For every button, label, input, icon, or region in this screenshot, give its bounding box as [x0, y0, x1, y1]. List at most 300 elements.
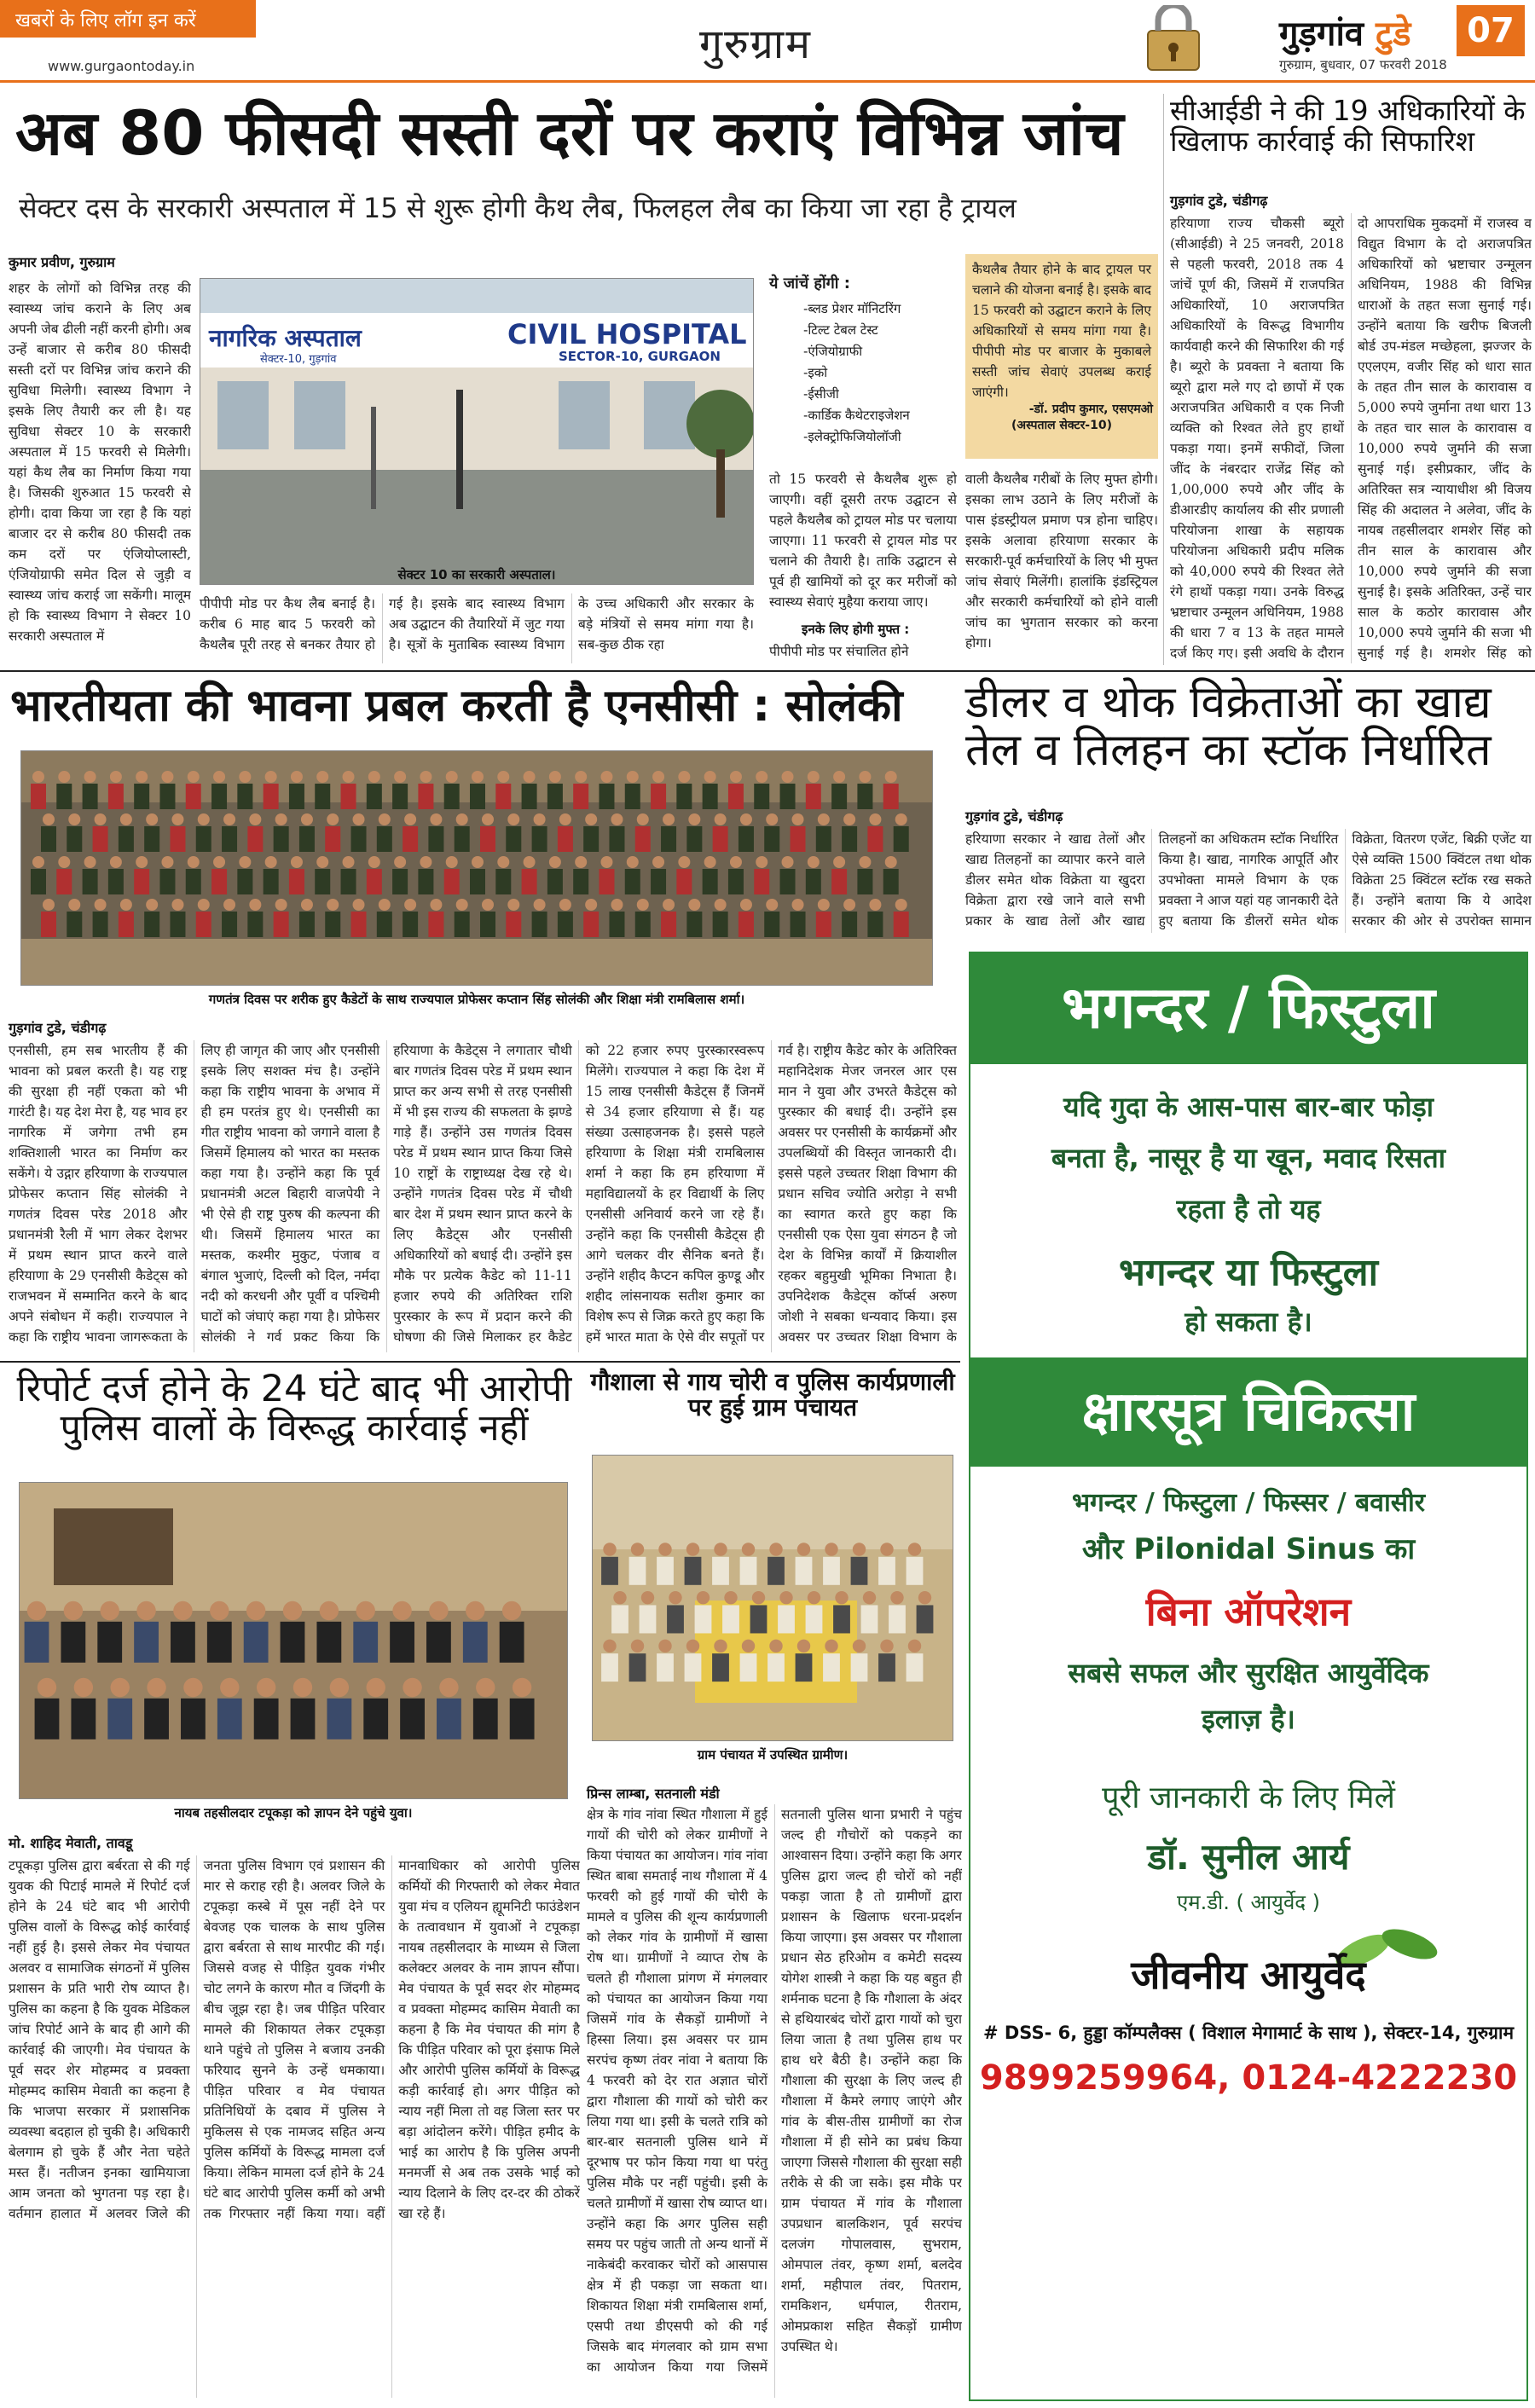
tests-title: ये जांचें होंगी :: [769, 275, 850, 292]
person-figure: [368, 856, 380, 868]
person-figure: [43, 813, 55, 825]
person-figure: [222, 912, 237, 937]
person-figure: [25, 1622, 49, 1663]
person-figure: [796, 1653, 813, 1682]
person-figure: [394, 856, 406, 868]
person-figure: [134, 869, 149, 894]
person-figure: [301, 899, 313, 911]
test-item: -ईसीजी: [803, 386, 839, 402]
person-figure: [629, 1557, 646, 1585]
story1-headline: अब 80 फीसदी सस्ती दरों पर कराएं विभिन्न जांच: [15, 97, 1124, 169]
story4-byline: गुड़गांव टुडे, चंडीगढ़: [965, 808, 1063, 825]
person-figure: [740, 1557, 757, 1585]
person-figure: [513, 1678, 531, 1697]
person-figure: [782, 856, 794, 868]
person-figure: [532, 826, 547, 852]
person-figure: [299, 826, 315, 852]
story1-under-photo: पीपीपी मोड पर कैथ लैब बनाई है। करीब 6 माह बाद 5 फरवरी को कैथलैब पूरी तरह से बनकर तैयार हो गई है। इसके बाद स्वास्थ्य विभाग अब उद्घाटन की तैयारियों में जुट गया है। सूत्रों के मुताबिक स्वास्थ्य विभाग के उच्च अधिकारी और सरकार के बड़े मंत्रियों से समय मांगा गया है। सब-कुछ ठीक रहा: [200, 596, 754, 652]
person-figure: [264, 784, 279, 809]
person-figure: [663, 813, 675, 825]
test-item: -इलेक्ट्रोफिजियोलॉजी: [803, 429, 901, 444]
ad-tagline-2: इलाज़ है।: [1202, 1703, 1295, 1735]
memorandum-photo-caption: नायब तहसीलदार टपूकड़ा को ज्ञापन देने पहुंचे युवा।: [174, 1805, 413, 1820]
person-figure: [400, 1699, 425, 1739]
person-figure: [611, 899, 623, 911]
person-figure: [859, 771, 871, 783]
hospital-sign-english: CIVIL HOSPITAL: [507, 318, 747, 350]
person-figure: [907, 1653, 924, 1682]
person-figure: [651, 869, 666, 894]
person-figure: [806, 869, 821, 894]
ad-conditions: भगन्दर / फिस्टुला / फिस्सर / बवासीर: [1071, 1488, 1426, 1518]
person-figure: [320, 1601, 339, 1620]
person-figure: [68, 899, 80, 911]
person-figure: [420, 856, 432, 868]
test-item: -ब्लड प्रेशर मॉनिटरिंग: [803, 301, 901, 316]
person-figure: [249, 813, 261, 825]
person-figure: [797, 1640, 810, 1653]
story1-col4: वाली कैथलैब गरीबों के लिए मुफ्त होगी। इसका लाभ उठाने के लिए मरीजों के पास इंडस्ट्रीयल प्रमाण पत्र होना चाहिए। इसके अलावा हरियाणा सरकार के सरकारी-पूर्व कर्मचारियों के लिए भी मुफ्त जांच सेवाएं मिलेंगी। हालांकि इंडस्ट्रियल और सरकारी कर्मचारियों को होने वाली जांच का भुगतान सरकार को करना होगा।: [965, 472, 1158, 651]
person-figure: [611, 1605, 628, 1633]
person-figure: [686, 1543, 699, 1555]
person-figure: [549, 856, 561, 868]
person-figure: [32, 856, 44, 868]
person-figure: [861, 1605, 878, 1633]
person-figure: [186, 869, 201, 894]
person-figure: [808, 771, 820, 783]
hospital-sign-english-sub: SECTOR-10, GURGAON: [559, 349, 721, 364]
person-figure: [136, 1601, 155, 1620]
person-figure: [497, 771, 509, 783]
person-figure: [918, 1591, 931, 1604]
person-figure: [791, 826, 806, 852]
person-figure: [629, 1653, 646, 1682]
ad-title-ksharsutra: क्षारसूत्र चिकित्सा: [970, 1357, 1526, 1467]
person-figure: [534, 899, 546, 911]
person-figure: [35, 1699, 60, 1739]
person-figure: [38, 1678, 56, 1697]
person-figure: [84, 771, 96, 783]
person-figure: [724, 1591, 737, 1604]
person-figure: [611, 813, 623, 825]
person-figure: [446, 771, 458, 783]
person-figure: [825, 1543, 837, 1555]
person-figure: [420, 771, 432, 783]
ad-description-line: बनता है, नासूर है या खून, मवाद रिसता: [1051, 1142, 1446, 1174]
person-figure: [522, 784, 537, 809]
ayurveda-advertisement[interactable]: [969, 952, 1528, 2401]
person-figure: [688, 813, 700, 825]
person-figure: [299, 912, 315, 937]
person-figure: [613, 1591, 626, 1604]
person-figure: [455, 912, 470, 937]
person-figure: [198, 899, 210, 911]
person-figure: [281, 1622, 305, 1663]
person-figure: [573, 784, 588, 809]
person-figure: [869, 813, 881, 825]
person-figure: [134, 784, 149, 809]
person-figure: [583, 826, 599, 852]
quote-text: कैथलैब तैयार होने के बाद ट्रायल पर चलाने की योजना बनाई है। इसके बाद 15 फरवरी को उद्घाटन कराने के लिए अधिकारियों से समय मांगा गया है। पीपीपी मोड पर बाजार के मुकाबले सस्ती जांच सेवाएं उपलब्ध कराई जाएंगी।: [972, 262, 1151, 400]
person-figure: [686, 912, 702, 937]
person-figure: [532, 912, 547, 937]
person-figure: [603, 1543, 616, 1555]
person-figure: [480, 912, 495, 937]
person-figure: [379, 813, 391, 825]
person-figure: [430, 899, 442, 911]
person-figure: [831, 869, 847, 894]
person-figure: [495, 869, 511, 894]
person-figure: [330, 1678, 349, 1697]
story2-byline: गुड़गांव टुडे, चंडीगढ़: [1170, 193, 1268, 209]
person-figure: [377, 912, 392, 937]
person-figure: [482, 899, 494, 911]
person-figure: [120, 899, 132, 911]
person-figure: [524, 856, 536, 868]
person-figure: [71, 1699, 96, 1739]
person-figure: [472, 771, 484, 783]
person-figure: [730, 856, 742, 868]
person-figure: [599, 869, 614, 894]
person-figure: [183, 1678, 202, 1697]
person-figure: [31, 869, 46, 894]
ad-no-surgery: बिना ऑपरेशन: [1145, 1589, 1352, 1635]
person-figure: [316, 1622, 341, 1663]
person-figure: [223, 899, 235, 911]
person-figure: [558, 912, 573, 937]
person-figure: [220, 1678, 239, 1697]
person-figure: [217, 1699, 242, 1739]
person-figure: [657, 1557, 674, 1585]
person-figure: [444, 784, 460, 809]
person-figure: [573, 869, 588, 894]
person-figure: [495, 784, 511, 809]
person-figure: [713, 826, 728, 852]
person-figure: [885, 856, 897, 868]
person-figure: [880, 1543, 893, 1555]
person-figure: [170, 912, 185, 937]
person-figure: [756, 771, 768, 783]
test-item: -एंजियोग्राफी: [803, 344, 863, 359]
person-figure: [356, 1601, 375, 1620]
dateline: गुरुग्राम, बुधवार, 07 फरवरी 2018: [1279, 57, 1447, 72]
person-figure: [663, 899, 675, 911]
person-figure: [764, 826, 779, 852]
story1-col3: तो 15 फरवरी से कैथलैब शुरू हो जाएगी। वहीं दूसरी तरफ उद्घाटन से पहले कैथलैब को ट्रायल मोड पर चलाया जाएगा। 11 फरवरी से ट्रायल मोड पर चलाने की तैयारी है। ताकि उद्घाटन से पूर्व ही खामियों को दूर कर मरीजों को स्वास्थ्य सेवाएं मुहैया कराया जाए।: [769, 472, 957, 610]
person-figure: [869, 899, 881, 911]
section-rule: [0, 670, 1535, 672]
person-figure: [159, 869, 175, 894]
person-figure: [291, 1699, 316, 1739]
person-figure: [392, 1601, 411, 1620]
person-figure: [198, 813, 210, 825]
person-figure: [697, 1591, 710, 1604]
person-figure: [575, 771, 587, 783]
person-figure: [782, 771, 794, 783]
person-figure: [657, 1653, 674, 1682]
person-figure: [301, 813, 313, 825]
person-figure: [599, 784, 614, 809]
person-figure: [688, 899, 700, 911]
person-figure: [851, 1653, 868, 1682]
tests-box: [769, 273, 957, 460]
story6-text: क्षेत्र के गांव नांवा स्थित गौशाला में हुई गायों की चोरी को लेकर ग्रामीणों ने किया पंचायत का आयोजन। गांव नांवा स्थित बाबा समताई नाथ गौशाला में 4 फरवरी को हुई गायों की चोरी के मामले व पुलिस की शून्य कार्यप्रणाली को लेकर गांव के ग्रामीणों में खासा रोष था। ग्रामीणों ने व्याप्त रोष के चलते ही गौशाला प्रांगण में मंगलवार को पंचायत का आयोजन किया गया जिसमें गांव के सैकड़ों ग्रामीणों ने हिस्सा लिया। इस अवसर पर ग्राम सरपंच कृष्ण तंवर नांवा ने बताया कि 4 फरवरी को देर रात अज्ञात चोरों द्वारा गौशाला की गायों को चोरी कर लिया गया था। इसी के चलते रात्रि को बार-बार सतनाली पुलिस थाने में दूरभाष पर फोन किया गया था परंतु पुलिस मौके पर नहीं पहुंची। इसी के चलते ग्रामीणों में खासा रोष व्याप्त था। उन्होंने कहा कि अगर पुलिस सही समय पर पहुंच जाती तो अन्य थानों में नाकेबंदी करवाकर चोरों को आसपास क्षेत्र में ही पकड़ा जा सकता था। शिकायत शिक्षा मंत्री रामबिलास शर्मा, एसपी तथा डीएसपी को की गई जिसके बाद मंगलवार को ग्राम सभा का आयोजन किया गया जिसमें सतनाली पुलिस थाना प्रभारी ने पहुंच जल्द ही गौचोरों को पकड़ने का आश्वासन दिया। उन्होंने कहा कि अगर पुलिस द्वारा जल्द ही चोरों को नहीं पकड़ा जाता है तो ग्रामीणों द्वारा प्रशासन के खिलाफ धरना-प्रदर्शन किया जाएगा। इस अवसर पर गौशाला प्रधान सेठ हरिओम व कमेटी सदस्य योगेश शास्त्री ने कहा कि यह बहुत ही शर्मनाक घटना है कि गौशाला के अंदर से हथियारबंद चोरों द्वारा गायों को चुरा लिया जाता है तथा पुलिस हाथ पर हाथ धरे बैठी है। उन्होंने कहा कि गौशाला की सुरक्षा के लिए जल्द ही गौशाला में कैमरे लगाए जाएंगे और गांव के बीस-तीस ग्रामीणों का रोज गौशाला में ही सोने का प्रबंध किया जाएगा जिससे गौशाला की सुरक्षा सही तरीके से की जा सके। इस मौके पर ग्राम पंचायत में गांव के गौशाला उपप्रधान बालकिशन, पूर्व सरपंच दलजंग गोपालवास, सुभराम, ओमपाल तंवर, कृष्ण शर्मा, बलदेव शर्मा, महीपाल तंवर, पितराम, रामकिशन, धर्मपाल, रीतराम, ओमप्रकाश सहित सैकड़ों ग्रामीण उपस्थित थे।: [587, 1807, 962, 2375]
person-figure: [392, 869, 408, 894]
person-figure: [147, 1678, 165, 1697]
person-figure: [678, 856, 690, 868]
person-figure: [170, 826, 185, 852]
person-figure: [119, 912, 134, 937]
person-figure: [283, 1601, 302, 1620]
hospital-photo-caption: सेक्टर 10 का सरकारी अस्पताल।: [397, 567, 556, 582]
person-figure: [43, 899, 55, 911]
person-figure: [222, 826, 237, 852]
person-figure: [627, 856, 639, 868]
person-figure: [134, 1622, 159, 1663]
person-figure: [585, 813, 597, 825]
person-figure: [883, 784, 899, 809]
person-figure: [470, 869, 485, 894]
person-figure: [609, 912, 624, 937]
person-figure: [703, 869, 718, 894]
person-figure: [715, 813, 727, 825]
person-figure: [120, 813, 132, 825]
person-figure: [275, 899, 287, 911]
person-figure: [600, 856, 612, 868]
person-figure: [315, 869, 330, 894]
person-figure: [857, 784, 872, 809]
story6-byline: प्रिन्स लाम्बा, सतनाली मंडी: [587, 1786, 720, 1802]
person-figure: [325, 826, 340, 852]
person-figure: [806, 784, 821, 809]
person-figure: [667, 1605, 684, 1633]
person-figure: [502, 1601, 521, 1620]
person-figure: [851, 1557, 868, 1585]
person-figure: [249, 899, 261, 911]
person-figure: [547, 784, 563, 809]
person-figure: [791, 912, 806, 937]
person-figure: [575, 856, 587, 868]
test-item: -कार्डिक कैथेटराइजेशन: [803, 408, 910, 423]
person-figure: [857, 869, 872, 894]
person-figure: [316, 856, 328, 868]
ncc-photo: [20, 750, 933, 986]
person-figure: [715, 899, 727, 911]
story3-byline: गुड़गांव टुडे, चंडीगढ़: [9, 1020, 107, 1036]
person-figure: [403, 826, 418, 852]
test-item: -इको: [803, 365, 828, 380]
person-figure: [93, 912, 108, 937]
person-figure: [428, 826, 443, 852]
person-figure: [466, 1601, 484, 1620]
page-number: 07: [1457, 5, 1525, 56]
person-figure: [146, 899, 158, 911]
ad-title-fistula: भगन्दर / फिस्टुला: [970, 953, 1526, 1064]
person-figure: [289, 784, 304, 809]
person-figure: [728, 869, 744, 894]
person-figure: [908, 1640, 921, 1653]
person-figure: [207, 1622, 232, 1663]
person-figure: [353, 813, 365, 825]
person-figure: [756, 856, 768, 868]
person-figure: [315, 784, 330, 809]
person-figure: [291, 856, 303, 868]
person-figure: [740, 1653, 757, 1682]
person-figure: [635, 912, 651, 937]
person-figure: [833, 1605, 850, 1633]
person-figure: [343, 856, 355, 868]
person-figure: [353, 1622, 378, 1663]
person-figure: [833, 771, 845, 783]
person-figure: [631, 1543, 644, 1555]
ad-clinic-name: जीवनीय आयुर्वेद: [1131, 1952, 1366, 1998]
person-figure: [211, 784, 227, 809]
person-figure: [327, 899, 339, 911]
person-figure: [293, 1678, 312, 1697]
person-figure: [247, 912, 263, 937]
person-figure: [635, 826, 651, 852]
person-figure: [625, 869, 640, 894]
hospital-sign-hindi: नागरिक अस्पताल: [209, 324, 362, 352]
person-figure: [404, 813, 416, 825]
person-figure: [108, 784, 124, 809]
person-figure: [83, 869, 98, 894]
person-figure: [108, 869, 124, 894]
person-figure: [714, 1640, 727, 1653]
story1-col3-subhead: इनके लिए होगी मुफ्त :: [802, 622, 910, 637]
website-url[interactable]: www.gurgaontoday.in: [48, 58, 195, 74]
person-figure: [637, 813, 649, 825]
person-figure: [867, 912, 883, 937]
person-figure: [769, 1640, 782, 1653]
quote-role: (अस्पताल सेक्टर-10): [1011, 419, 1113, 432]
person-figure: [678, 771, 690, 783]
person-figure: [196, 826, 211, 852]
person-figure: [107, 1699, 132, 1739]
person-figure: [500, 1622, 524, 1663]
person-figure: [808, 856, 820, 868]
person-figure: [291, 771, 303, 783]
login-strip[interactable]: [0, 0, 256, 38]
padlock-icon: [1122, 5, 1225, 73]
person-figure: [351, 826, 367, 852]
login-strip-text: खबरों के लिए लॉग इन करें: [15, 10, 196, 32]
person-figure: [894, 912, 909, 937]
person-figure: [110, 856, 122, 868]
person-figure: [327, 1699, 351, 1739]
person-figure: [61, 1622, 85, 1663]
person-figure: [722, 1605, 739, 1633]
person-figure: [257, 1678, 275, 1697]
person-figure: [83, 784, 98, 809]
person-figure: [695, 1605, 712, 1633]
person-figure: [161, 771, 173, 783]
person-figure: [265, 771, 277, 783]
person-figure: [685, 1653, 702, 1682]
person-figure: [867, 826, 883, 852]
person-figure: [895, 899, 907, 911]
person-figure: [188, 771, 200, 783]
story5-byline: मो. शाहिद मेवाती, तावडू: [9, 1835, 133, 1851]
person-figure: [265, 856, 277, 868]
person-figure: [676, 784, 692, 809]
person-figure: [437, 1699, 461, 1739]
person-figure: [426, 1622, 451, 1663]
person-figure: [144, 912, 159, 937]
story1-subhead: सेक्टर दस के सरकारी अस्पताल में 15 से शुरू होगी कैथ लैब, फिलहल लैब का किया जा रहा है ट्रायल: [19, 192, 1017, 224]
person-figure: [730, 771, 742, 783]
person-figure: [428, 912, 443, 937]
person-figure: [890, 1591, 903, 1604]
person-figure: [27, 1601, 46, 1620]
person-figure: [559, 899, 571, 911]
person-figure: [843, 899, 855, 911]
person-figure: [637, 899, 649, 911]
person-figure: [213, 771, 225, 783]
person-figure: [740, 813, 752, 825]
person-figure: [534, 813, 546, 825]
person-figure: [444, 869, 460, 894]
section-title: गुरुग्राम: [699, 20, 812, 68]
person-figure: [742, 1640, 755, 1653]
person-figure: [482, 813, 494, 825]
person-figure: [750, 1605, 768, 1633]
person-figure: [476, 1678, 495, 1697]
person-figure: [93, 826, 108, 852]
person-figure: [658, 1640, 671, 1653]
person-figure: [816, 826, 831, 852]
person-figure: [835, 1591, 848, 1604]
story1-col1: शहर के लोगों को विभिन्न तरह की स्वास्थ्य जांच कराने के लिए अब अपनी जेब ढीली नहीं करनी होगी। अब उन्हें बाजार से करीब 80 फीसदी सस्ती दरों पर विभिन्न जांच कराने की सुविधा मिलेगी। स्वास्थ्य विभाग ने इसके लिए तैयारी कर ली है। यह सुविधा सेक्टर 10 के सरकारी अस्पताल में 15 फरवरी से मिलेगी। यहां कैथ लैब का निर्माण किया गया है। जिसकी शुरुआत 15 फरवरी से होगी। दावा किया जा रहा है कि यहां बाजार दर से करीब 80 फीसदी तक कम दरों पर एंजियोप्लास्टी, एंजियोग्राफी समेत दिल से जुड़ी व स्वास्थ्य जांच कराई जा सकेंगी। मालूम हो कि स्वास्थ्य विभाग ने सेक्टर 10 सरकारी अस्पताल में: [9, 281, 191, 644]
person-figure: [559, 813, 571, 825]
person-figure: [418, 784, 433, 809]
story5-text: टपूकड़ा पुलिस द्वारा बर्बरता से की गई युवक की पिटाई मामले में रिपोर्ट दर्ज होने के 24 घंटे बाद भी आरोपी पुलिस वालों के विरूद्ध कोई कार्रवाई नहीं हुई है। इससे लेकर मेव पंचायत अलवर व सामाजिक संगठनों में पुलिस प्रशासन के प्रति भारी रोष व्याप्त है। पुलिस का कहना है कि युवक मेडिकल जांच रिपोर्ट आने के बाद ही आगे की कार्रवाई की जाएगी। मेव पंचायत के पूर्व सदर शेर मोहम्मद व प्रवक्ता मोहम्मद कासिम मेवाती का कहना है कि भाजपा सरकार में प्रशासनिक व्यवस्था बदहाल हो चुकी है। अधिकारी बेलगाम हो चुके हैं और नेता चहेते मस्त हैं। नतीजन इनका खामियाजा आम जनता को भुगतना पड़ रहा है। वर्तमान हालात में अलवर जिले की जनता पुलिस विभाग एवं प्रशासन की मार से कराह रही है। अलवर जिले के टपूकड़ा कस्बे में पूस नहीं देने पर बेवजह एक चालक के साथ पुलिस द्वारा बर्बरता से साथ मारपीट की गई। जिससे वजह से पीड़ित युवक गंभीर चोट लगने के कारण मौत व जिंदगी के बीच जूझ रहा है। जब पीड़ित परिवार मामले की शिकायत लेकर टपूकड़ा थाने पहुंचे तो पुलिस ने बजाय उनकी फरियाद सुनने के उन्हें धमकाया। पीड़ित परिवार व मेव पंचायत प्रतिनिधियों के दबाव में पुलिस ने मुकिलस से एक नामजद सहित अन्य पुलिस कर्मियों के विरूद्ध मामला दर्ज किया। लेकिन मामला दर्ज होने के 24 घंटे बाद आरोपी पुलिस कर्मी को अभी तक गिरफ्तार नहीं किया गया। वहीं मानवाधिकार को आरोपी पुलिस कर्मियों की गिरफ्तारी को लेकर मेवात युवा मंच व एलियन ह्यूमनिटी फाउंडेशन के तत्वावधान में युवाओं ने टपूकड़ा नायब तहसीलदार के माध्यम से जिला कलेक्टर अलवर के नाम ज्ञापन सौंपा। मेव पंचायत के पूर्व सदर शेर मोहम्मद व प्रवक्ता मोहम्मद कासिम मेवाती का कहना है कि मेव पंचायत की मांग है कि पीड़ित परिवार को पूरा इंसाफ मिले और आरोपी पुलिस कर्मियों के विरूद्ध कड़ी कार्रवाई हो। अगर पीड़ित को न्याय नहीं मिला तो वह जिला स्तर पर बड़ा आंदोलन करेंगे। पीड़ित हमीद के भाई का आरोप है कि पुलिस अपनी मनमर्जी से अब तक उसके भाई को न्याय दिलाने के लिए दर-दर की ठोकरें खा रहे हैं।: [9, 1858, 580, 2221]
person-figure: [768, 1653, 785, 1682]
person-figure: [661, 912, 676, 937]
person-figure: [818, 813, 830, 825]
person-figure: [403, 912, 418, 937]
person-figure: [585, 899, 597, 911]
brand-accent: टुडे: [1375, 14, 1411, 54]
person-figure: [600, 771, 612, 783]
person-figure: [739, 912, 754, 937]
person-figure: [894, 826, 909, 852]
ad-phone[interactable]: 9899259964, 0124-4222230: [979, 2058, 1518, 2098]
column-divider: [1163, 94, 1164, 665]
person-figure: [522, 869, 537, 894]
person-figure: [842, 826, 857, 852]
ad-line-after: हो सकता है।: [1185, 1305, 1312, 1338]
person-figure: [742, 1543, 755, 1555]
person-figure: [239, 771, 251, 783]
person-figure: [353, 899, 365, 911]
ad-tagline-1: सबसे सफल और सुरक्षित आयुर्वेदिक: [1068, 1657, 1429, 1689]
person-figure: [223, 813, 235, 825]
person-figure: [327, 813, 339, 825]
person-figure: [110, 771, 122, 783]
quote-author: -डॉ. प्रदीप कुमार, एसएमओ: [1028, 402, 1153, 416]
person-figure: [274, 912, 289, 937]
person-figure: [41, 912, 56, 937]
story2-text: हरियाणा राज्य चौकसी ब्यूरो (सीआईडी) ने 25 जनवरी, 2018 से पहली फरवरी, 2018 तक 4 जांचें पूर्ण की, जिसमें में राजपत्रित अधिकारियों, 10 अराजपत्रित अधिकारियों के विरूद्ध विभागीय कार्यवाही करने की सिफारिश की गई है। ब्यूरो के प्रवक्ता ने बताया कि ब्यूरो द्वारा मले गए दो छापों में एक अराजपत्रित अधिकारी व एक निजी व्यक्ति को रिश्वत लेते हुए हाथों पकड़ा गया। इनमें सफीदों, जिला जींद के नंबरदार राजेंद्र सिंह को 1,00,000 रुपये और जींद के डीआरडीए कार्यालय की सीर प्रणाली परियोजना शाखा के सहायक परियोजना अधिकारी प्रदीप मलिक को 40,000 रुपये की रिश्वत लेते रंगे हाथों पकड़ा गया। उनके विरुद्ध भ्रष्टाचार उन्मूलन अधिनियम, 1988 की धारा 7 व 13 के तहत मामले दर्ज किए गए। इसी अवधि के दौरान दो आपराधिक मुकदमों में राजस्व व विद्युत विभाग के दो अराजपत्रित अधिकारियों को भ्रष्टाचार उन्मूलन अधिनियम, 1988 की विभिन्न धाराओं के तहत सजा सुनाई गई। उन्होंने बताया कि खरीफ बिजली बोर्ड उप-मंडल मच्छेहला, झज्जर के एएलएम, वजीर सिंह को धारा सात के तहत तीन साल के कारावास व 5,000 रुपये जुर्माना तथा धारा 13 के तहत चार साल के कारावास व 10,000 रुपये जुर्माने की सजा सुनाई गई। इसीप्रकार, जींद के अतिरिक्त सत्र न्यायाधीश श्री विजय सिंह की अदालत ने अलेवा, जींद के नायब तहसीलदार शमशेर सिंह को तीन साल के कारावास और 10,000 रुपये जुर्माने की सजा सुनाई है। इसके अतिरिक्त, उन्हें चार साल के कठोर कारावास और 10,000 रुपये जुर्माने की सजा भी सुनाई गई है। शमशेर सिंह को: [1170, 216, 1532, 661]
ad-conditions-2: और Pilonidal Sinus का: [1081, 1532, 1416, 1566]
brand-main: गुड़गांव: [1279, 14, 1376, 54]
person-figure: [473, 1699, 498, 1739]
person-figure: [583, 912, 599, 937]
person-figure: [712, 1653, 729, 1682]
person-figure: [74, 1678, 93, 1697]
person-figure: [136, 856, 148, 868]
